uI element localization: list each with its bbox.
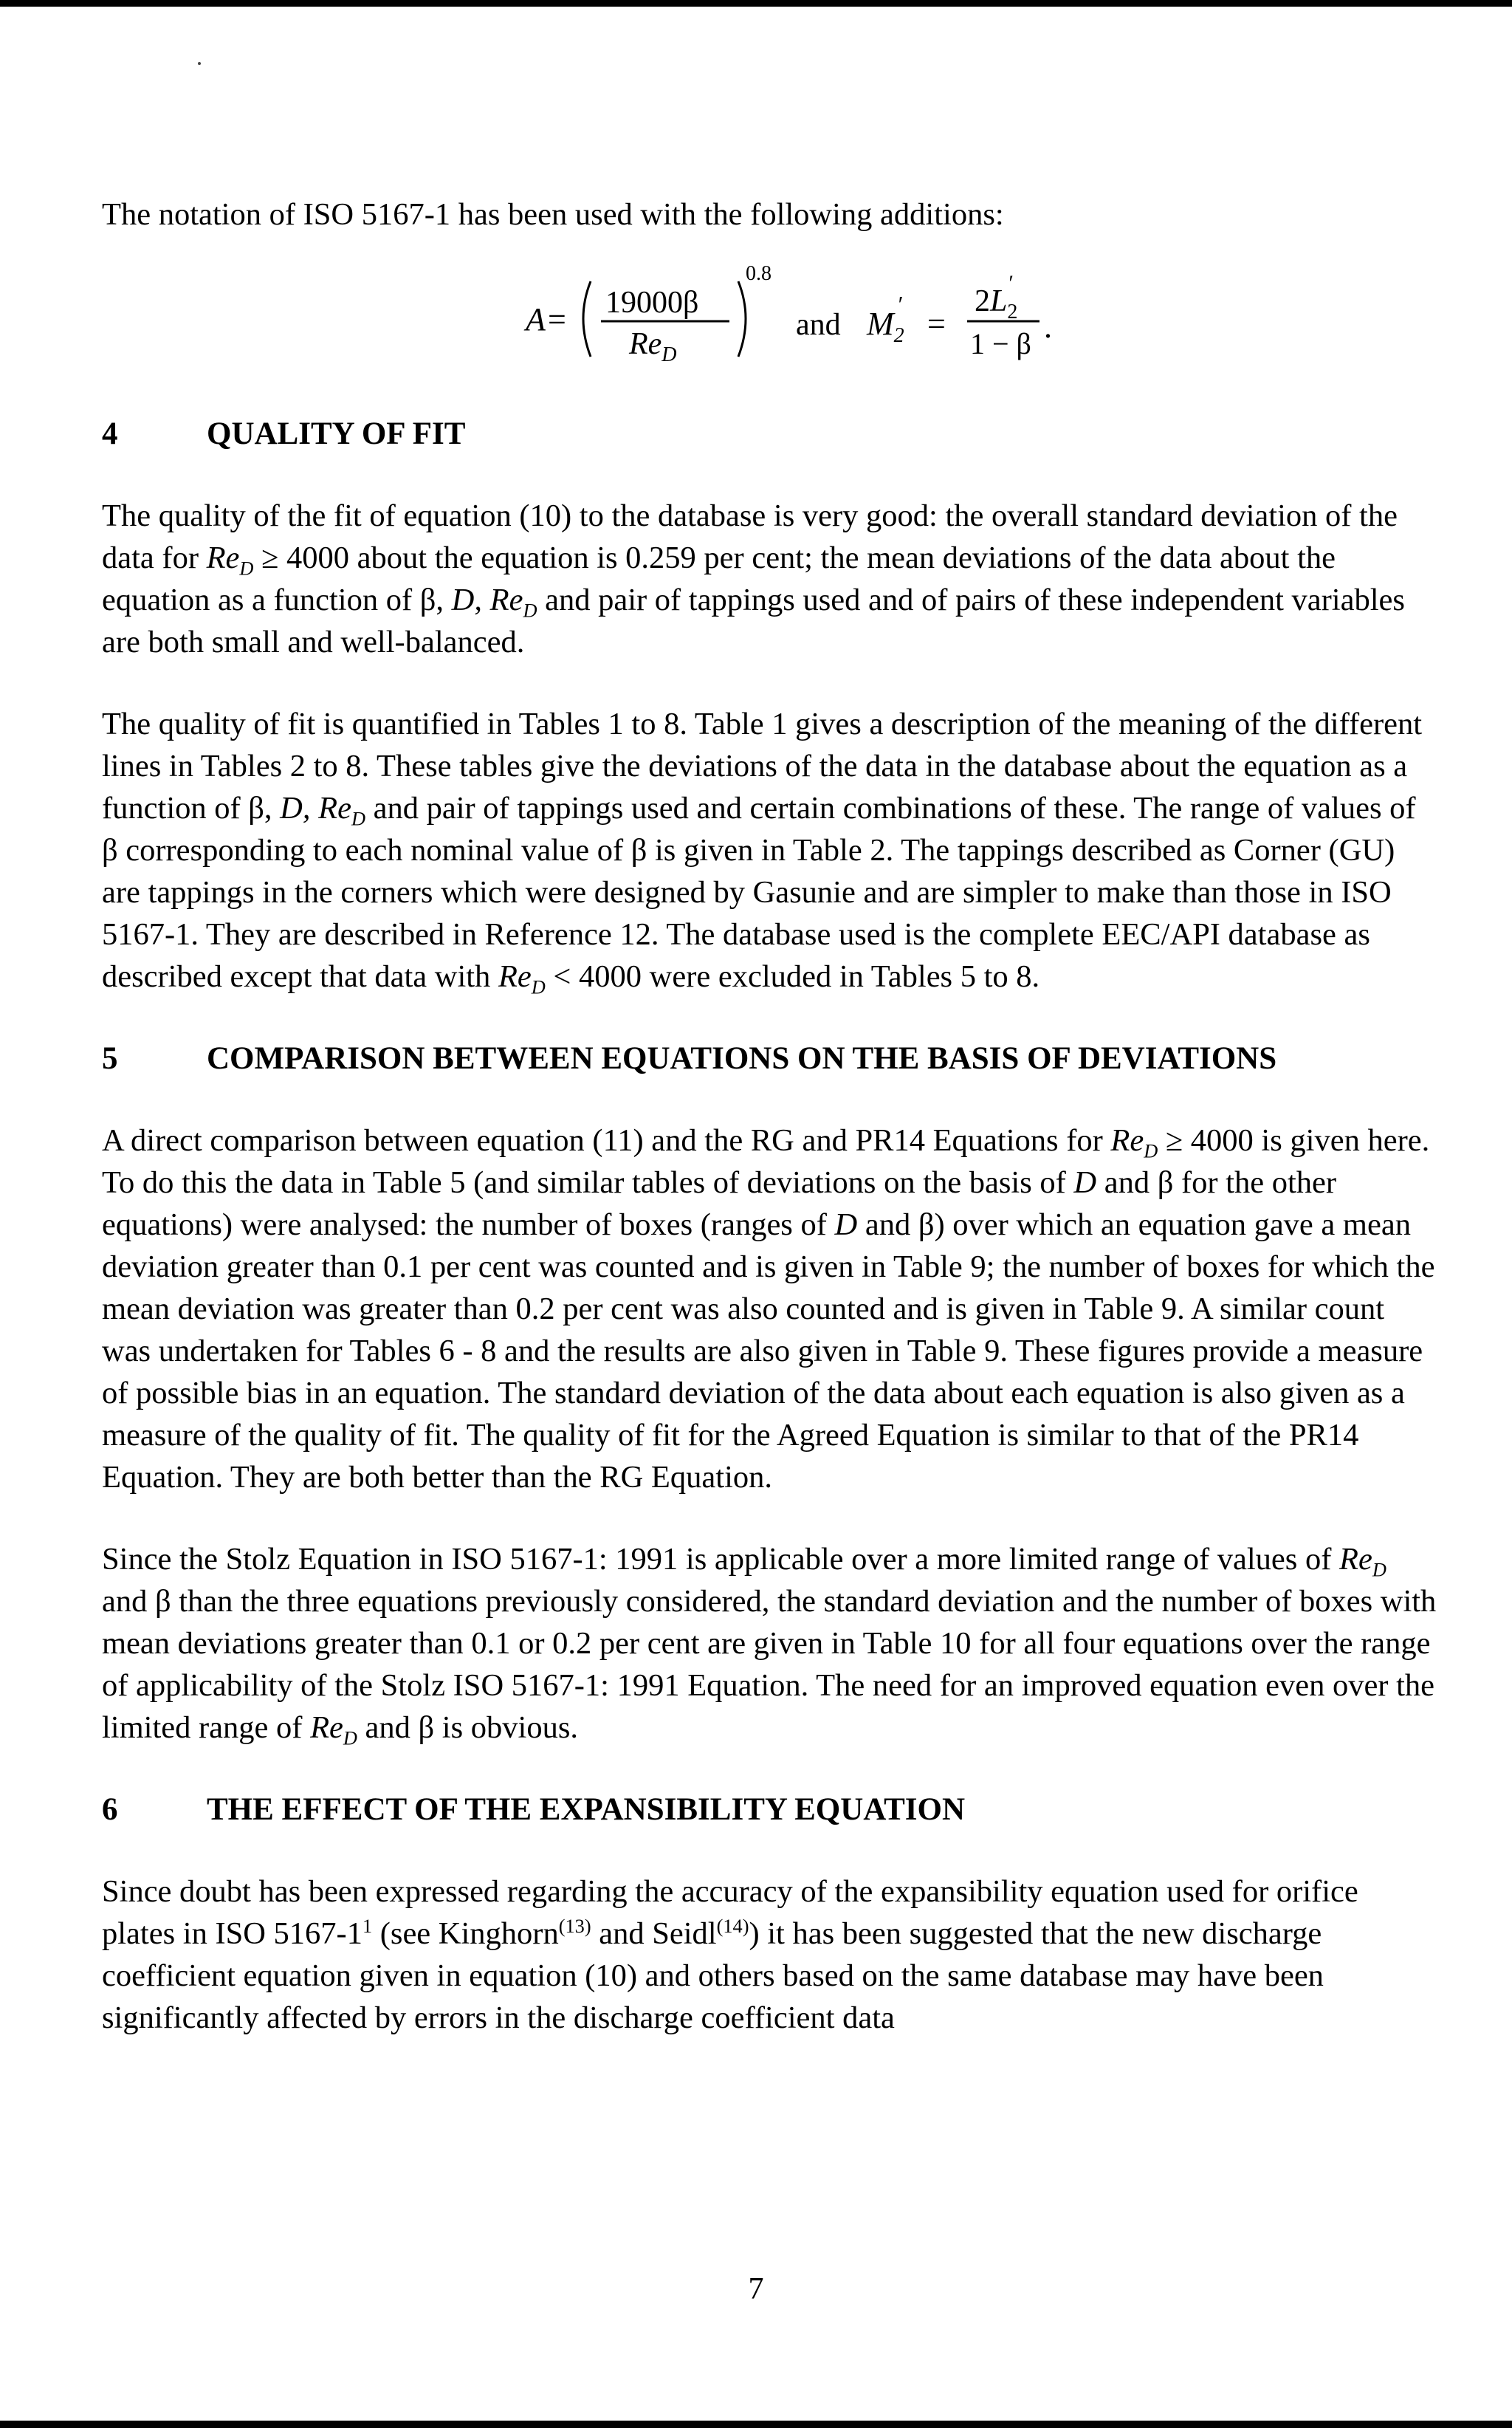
section-4-paragraph-2: The quality of fit is quantified in Tables 1 to 8. Table 1 gives a description of the meaning of the different lines in Tables 2 to 8. These tables give the deviations of the data in the database about the equation as a function of β, D, $Re_D$ and pair of tappings used and certain combinations of these. The range of values of β corresponding to each nominal value of β is given in Table 2. The tappings described as Corner (GU) are tappings in the corners which were designed by Gasunie and are simpler to make than those in ISO 5167-1. They are described in Reference 12. The database used is the complete EEC/API database as described except that data with $Re_D < 4000$ were excluded in Tables 5 to 8. xyxy=(102,707,1423,998)
formula-graphic xyxy=(102,236,1438,383)
section-number: 4 xyxy=(102,416,118,451)
formula-A-denominator: $Re_D$ xyxy=(629,327,677,366)
formula-M: $M_2'$ xyxy=(867,291,904,347)
section-4-heading xyxy=(102,413,1438,455)
paren-left xyxy=(583,281,591,357)
formula-and: and xyxy=(796,308,841,342)
formula-A-numerator: 19000β xyxy=(605,286,699,320)
scan-speck xyxy=(198,62,201,65)
formula-period: . xyxy=(1044,309,1052,345)
paren-right xyxy=(738,281,746,357)
bottom-border xyxy=(0,2421,1512,2428)
formula-M-numerator: $2L_2'$ xyxy=(975,271,1018,323)
top-border xyxy=(0,0,1512,7)
formula-A-exponent: 0.8 xyxy=(746,262,772,285)
section-title: THE EFFECT OF THE EXPANSIBILITY EQUATION xyxy=(207,1792,966,1827)
formula-equals-2: = xyxy=(927,306,946,342)
intro-sentence: The notation of ISO 5167-1 has been used with the following additions: xyxy=(102,197,1004,232)
document-body xyxy=(102,193,1438,2079)
section-number: 6 xyxy=(102,1792,118,1827)
page-number: 7 xyxy=(748,2272,764,2306)
section-number: 5 xyxy=(102,1041,118,1076)
formula-M-denominator: 1 − β xyxy=(970,327,1031,360)
section-5-heading xyxy=(102,1038,1438,1080)
formula-equals-1: = xyxy=(548,301,566,337)
section-6-paragraph-1: Since doubt has been expressed regarding the accuracy of the expansibility equation used for orifice plates in ISO $5167-1^1$ (see Kinghorn$^{(13)}$ and Seidl$^{(14)}$) it has been suggested that the new discharge coefficient equation given in equation (10) and others based on the same database may have been significantly affected by errors in the discharge coefficient data xyxy=(102,1874,1358,2035)
section-5-paragraph-2: Since the Stolz Equation in ISO 5167-1: 1991 is applicable over a more limited range of values of $Re_D$ and β than the three equations previously considered, the standard deviation and the number of boxes with mean deviations greater than 0.1 or 0.2 per cent are given in Table 10 for all four equations over the range of applicability of the Stolz ISO 5167-1: 1991 Equation. The need for an improved equation even over the limited range of $Re_D$ and β is obvious. xyxy=(102,1542,1437,1749)
section-4-paragraph-1: The quality of the fit of equation (10) to the database is very good: the overall standard deviation of the data for $Re_D \ge 4000$ about the equation is 0.259 per cent; the mean deviations of the data about the equation as a function of β, D, $Re_D$ and pair of tappings used and of pairs of these independent variables are both small and well-balanced. xyxy=(102,498,1405,659)
formula-A: A xyxy=(526,301,546,337)
section-title: QUALITY OF FIT xyxy=(207,416,466,451)
section-6-heading xyxy=(102,1789,1438,1831)
definitions-formula xyxy=(102,236,1438,383)
section-title: COMPARISON BETWEEN EQUATIONS ON THE BASIS OF DEVIATIONS xyxy=(207,1041,1277,1076)
section-5-paragraph-1: A direct comparison between equation (11) and the RG and PR14 Equations for $Re_D \ge 4000$ is given here. To do this the data in Table 5 (and similar tables of deviations on the basis of D and β for the other equations) were analysed: the number of boxes (ranges of D and β) over which an equation gave a mean deviation greater than 0.1 per cent was counted and is given in Table 9; the number of boxes for which the mean deviation was greater than 0.2 per cent was also counted and is given in Table 9. A similar count was undertaken for Tables 6 - 8 and the results are also given in Table 9. These figures provide a measure of possible bias in an equation. The standard deviation of the data about each equation is also given as a measure of the quality of fit. The quality of fit for the Agreed Equation is similar to that of the PR14 Equation. They are both better than the RG Equation. xyxy=(102,1123,1435,1495)
